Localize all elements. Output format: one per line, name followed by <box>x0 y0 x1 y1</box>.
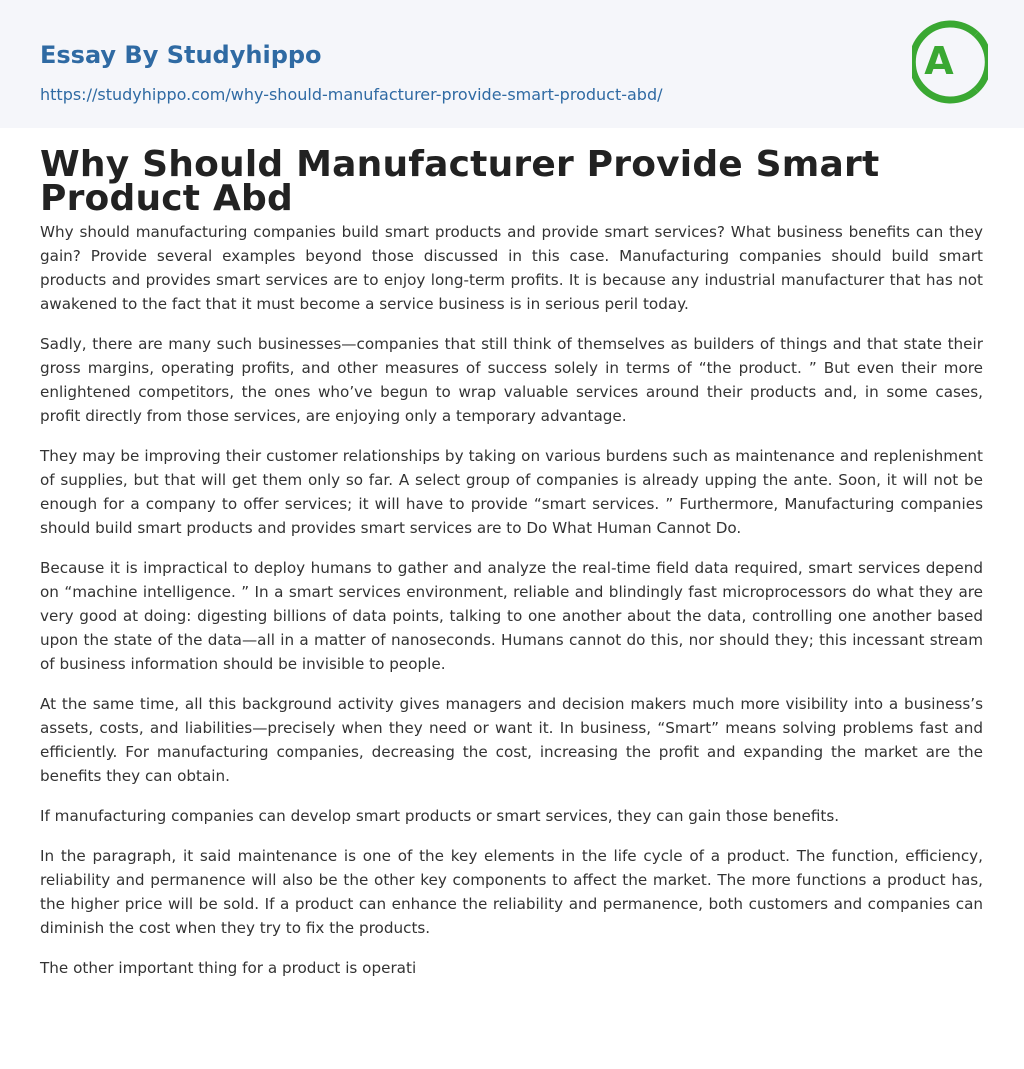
essay-url-link[interactable]: https://studyhippo.com/why-should-manufacturer-provide-smart-product-abd/ <box>40 85 663 104</box>
logo-letter: A <box>924 39 954 83</box>
essay-paragraph: Because it is impractical to deploy humans to gather and analyze the real-time field data required, smart services depend on “machine intelligence. ” In a smart services environment, reliable and blindingly fast microprocessors do what they are very good at doing: digesting billions of data points, talking to one another about the data, controlling one another based upon the state of the data—all in a matter of nanoseconds. Humans cannot do this, nor should they; this incessant stream of business information should be invisible to people. <box>40 559 983 673</box>
essay-title: Why Should Manufacturer Provide Smart Product Abd <box>40 144 880 219</box>
essay-paragraph: In the paragraph, it said maintenance is one of the key elements in the life cycle of a product. The function, efficiency, reliability and permanence will also be the other key components to affect the market. The more functions a product has, the higher price will be sold. If a product can enhance the reliability and permanence, both customers and companies can diminish the cost when they try to fix the products. <box>40 847 983 937</box>
essay-paragraph: If manufacturing companies can develop smart products or smart services, they can gain those benefits. <box>40 807 840 825</box>
essay-paragraph: At the same time, all this background activity gives managers and decision makers much more visibility into a business’s assets, costs, and liabilities—precisely when they need or want it. In business, “Smart” means solving problems fast and efficiently. For manufacturing companies, decreasing the cost, increasing the profit and expanding the market are the benefits they can obtain. <box>40 695 983 785</box>
essay-content <box>40 144 983 996</box>
essay-paragraph: They may be improving their customer relationships by taking on various burdens such as maintenance and replenishment of supplies, but that will get them only so far. A select group of companies is already upping the ante. Soon, it will not be enough for a company to offer services; it will have to provide “smart services. ” Furthermore, Manufacturing companies should build smart products and provides smart services are to Do What Human Cannot Do. <box>40 447 983 537</box>
essay-paragraph-truncated: The other important thing for a product is operati <box>40 959 417 977</box>
essay-paragraph: Sadly, there are many such businesses—companies that still think of themselves as builders of things and that state their gross margins, operating profits, and other measures of success solely in terms of “the product. ” But even their more enlightened competitors, the ones who’ve begun to wrap valuable services around their products and, in some cases, profit directly from those services, are enjoying only a temporary advantage. <box>40 335 983 425</box>
site-header <box>0 0 1024 128</box>
studyhippo-logo-icon[interactable] <box>912 18 988 106</box>
essay-paragraph: Why should manufacturing companies build smart products and provide smart services? What business benefits can they gain? Provide several examples beyond those discussed in this case. Manufacturing companies should build smart products and provides smart services are to enjoy long-term profits. It is because any industrial manufacturer that has not awakened to the fact that it must become a service business is in serious peril today. <box>40 223 983 313</box>
site-brand[interactable]: Essay By Studyhippo <box>40 41 322 69</box>
